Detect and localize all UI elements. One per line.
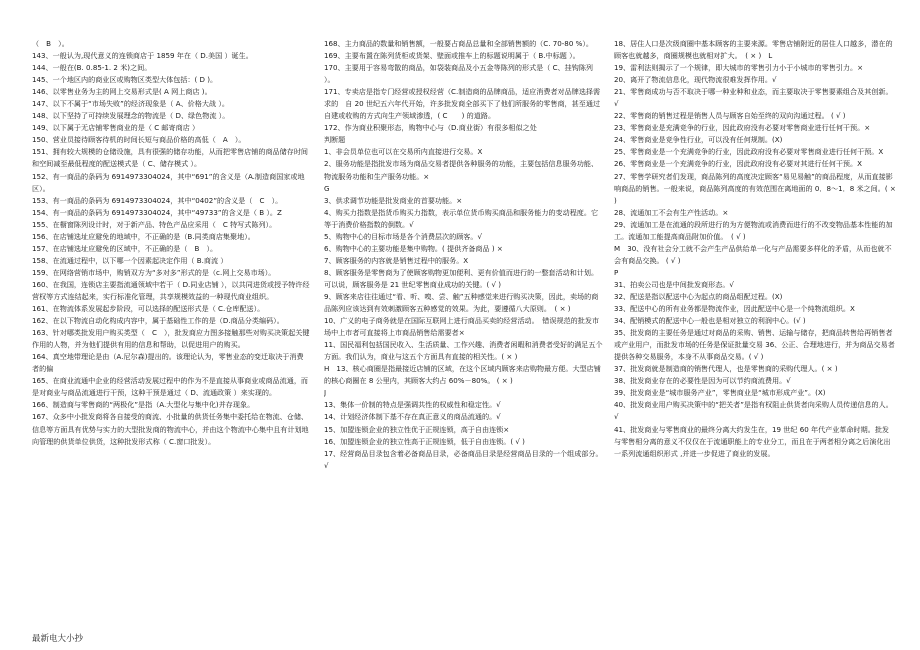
question-item: 11、国民福利包括国民收入、生活质量、工作兴趣、消费者闲暇和消费者受好的满足五个方面。我们认为，商业与这五个方面具有直接的相关性。( × ): [324, 340, 603, 362]
question-item: 判断题: [324, 135, 346, 145]
question-item: 163、针对哪类批发用户购买类型（ C ），批发商应力图多接触那些对购买决策起关键作用的人物，并为他们提供有用的信息和帮助，以促进用户的购买。: [32, 328, 310, 350]
question-item: 170、主要用于容易弯散的商品，如袋装商品及小五金等陈列的形式是（ C、挂钩陈列 ）。: [324, 63, 594, 85]
question-item: 1、非会员单位也可以在交易所内直接进行交易。X: [324, 147, 483, 157]
question-item: 40、批发商业用户购买决策中的“把关者”是指有权阻止供货者向采购人员传递信息的人。√: [614, 400, 893, 422]
question-item: 169、主要布置在陈列货柜或货架、壁面或推车上的标题说明属于（ B.中标题 ）。: [324, 51, 580, 61]
question-item: 39、批发商业是“城市服务产业”，零售商业是“城市形成产业”。(X): [614, 388, 826, 398]
question-item: 158、在流通过程中，以下哪一个因素起决定作用（ B.商流 ）: [32, 255, 228, 265]
question-item: 13、集体一价制的特点是强调共性的权威性和稳定性。√: [324, 400, 501, 410]
question-item: 149、以下属于无店铺零售商业的是（ C 邮寄商店 ）: [32, 123, 200, 133]
question-item: 34、配销模式的配送中心一般也是相对独立的利润中心。(√ ): [614, 316, 806, 326]
question-item: 147、以下不属于“市场失败”的经济现象是（ A、价格大战 ）。: [32, 99, 229, 109]
question-item: 146、以零售业务为主的网上交易形式是( A 网上商店 )。: [32, 87, 212, 97]
question-item: 35、批发商的主要任务是通过对商品的采购、销售、运输与储存，把商品转售给再销售者或产业用户，而批发市场的任务是保证批量交易 36、公正、合理地进行，并为商品交易者提供各种交易服务，本身不从事商品交易。( √ ): [614, 328, 895, 362]
text-column-left: [32, 38, 310, 623]
question-item: 155、在橱窗陈列设计时，对于新产品、特色产品应采用（ C 特写式陈列）。: [32, 219, 277, 229]
question-item: 152、有一商品的条码为 6914973304024，其中“691”的含义是（A.制造商国家或地区）。: [32, 171, 305, 193]
question-item: 167、众多中小批发商将各自接受的商流、小批量的供货任务集中委托给在物流、仓储、信息等方面具有优势与实力的大型批发商的物流中心，并由这个物流中心集中且有计划地向管理的供货单位供货，这种批发形式称（ C.窗口批发）。: [32, 412, 309, 446]
question-item: 26、零售商业是一个充满竞争的行业，因此政府没有必要对其进行任何干预。X: [614, 159, 862, 169]
question-item: 159、在网络营销市场中，购销双方为“多对多”形式的是（c.网上交易市场）。: [32, 267, 276, 277]
question-item: 161、在物流体系发展起步阶段，可以选择的配送形式是（ C.仓库配送）。: [32, 304, 265, 314]
page-footer: 最新电大小抄: [32, 634, 84, 644]
question-item: 156、在店铺选址应避免的地域中，不正确的是（B.同类商店集聚地）。: [32, 231, 255, 241]
question-item: P: [614, 267, 619, 277]
question-item: 5、购物中心的目标市场是各个消费层次的顾客。√: [324, 231, 483, 241]
question-item: 3、供求调节功能是批发商业的首要功能。×: [324, 195, 463, 205]
question-item: 22、零售商的销售过程是销售人员与顾客自始至终的双向沟通过程。 ( √ ): [614, 111, 846, 121]
question-item: 24、零售商业是竞争性行业，可以没有任何规制。(X): [614, 135, 783, 145]
question-item: 37、批发商就是制造商的销售代理人，也是零售商的采购代理人。( × ): [614, 364, 838, 374]
question-item: 38、批发商业存在的必要性是因为可以节约商流费用。√: [614, 376, 791, 386]
question-item: H 13、核心商圈是指最接近店铺的区域，在这个区域内顾客来店购物最方便。大型店铺的核心商圈在 8 公里内，其顾客大约占 60%－80%。 ( × ): [324, 364, 601, 386]
question-item: 7、顾客服务的内容就是销售过程中的服务。X: [324, 255, 469, 265]
question-item: 154、有一商品的条码为 6914973304024，其中“49733”的含义是（ B ）。Z: [32, 207, 282, 217]
question-item: 144、一般在(B. 0.85-1. 2 米)之间。: [32, 63, 152, 73]
text-column-middle: [324, 38, 603, 623]
question-item: 2、服务功能是指批发市场为商品交易者提供各种服务的功能，主要包括信息服务功能、物流服务功能和生产服务功能。×: [324, 159, 599, 181]
question-item: 6、购物中心的主要功能是集中购物。( 提供齐备商品 ) ×: [324, 243, 503, 253]
question-item: 32、配送是指以配送中心为起点的商品组配过程。(X): [614, 291, 783, 301]
question-item: J: [324, 388, 327, 398]
question-item: 25、零售商业是一个充满竞争的行业，因此政府没有必要对零售商业进行任何干预。X: [614, 147, 884, 157]
question-item: 23、零售商业是充满竞争的行业，因此政府没有必要对零售商业进行任何干预。×: [614, 123, 871, 133]
question-item: 145、一个地区内的商业区或购物区类型大体包括：( D )。: [32, 75, 218, 85]
question-item: 148、以下坚持了可持续发展理念的物流是（ D、绿色物流 ）。: [32, 111, 230, 121]
question-item: 29、流通加工是在流通的段所进行的为方便物流或消费而进行的不改变物品基本性能的加工。流通加工能提高商品附加价值。 ( √ ): [614, 219, 893, 241]
question-item: 143、一般认为,现代意义的连锁商店于 1859 年在（ D.美国 ）诞生。: [32, 51, 253, 61]
question-item: 15、加盟连锁企业的独立性优于正规连锁，高于自由连锁×: [324, 424, 510, 434]
question-item: 150、营业员接待顾客待机的时间长短与商品价格的高低（ A ）。: [32, 135, 246, 145]
question-item: 27、零售学研究者们发现，商品陈列的高度决定顾客“易见易触”的商品程度，从而直接影响商品的销售。一般来说，商品陈列高度的有效范围在离地面的 0．8～1．8 米之间。( × ): [614, 171, 896, 205]
question-item: M 30、没有社会分工就不会产生产品供给单一化与产品需要多样化的矛盾，从而也就不会有商品交换。 ( √ ): [614, 243, 892, 265]
question-item: 165、在商业流通中企业的经营活动发展过程中的作为不是直接从事商业或商品流通，而是对商业与商品流通进行干预，这种干预是通过（ D、流通政策 ）来实现的。: [32, 376, 309, 398]
question-item: 20、离开了物流信息化，现代物流很难发挥作用。√: [614, 75, 777, 85]
question-item: 16、加盟连锁企业的独立性高于正规连锁，低于自由连锁。( √ ): [324, 436, 525, 446]
question-item: 160、在我国，连锁店主要指流通领域中若干（ D.同业店铺 ），以共同进货或授予特许经营权等方式连结起来，实行标准化管理，共享规模效益的一种现代商业组织。: [32, 279, 310, 301]
question-item: 171、专卖店是指专门经营或授权经营（C.制造商的品牌商品，适应消费者对品牌选择需求的 自 20 世纪五六年代开始，许多批发商全部买下了他们所服务的零售商，甚至通过自建或收购的方式向生产领域渗透，( C ) 的道路。: [324, 87, 601, 121]
question-item: 28、流通加工不会有生产性活动。×: [614, 207, 729, 217]
question-item: 157、在店铺选址应避免的区域中，不正确的是（ B ）。: [32, 243, 218, 253]
question-item: 164、真空地带理论是由（A.尼尔森)提出的。该理论认为，零售业态的变迁取决于消费者的偏: [32, 352, 304, 374]
question-item: 14、计划经济体制下基不存在真正意义的商品流通的。√: [324, 412, 501, 422]
question-item: 18、居住人口是次级商圈中基本顾客的主要来源。零售店铺附近的居住人口越多，潜在的顾客也就越多，商圈规模也就相对扩大。 ( × ) L: [614, 39, 893, 61]
question-item: 4、购买力指数是指货币购买力指数，表示单位货币购买商品和服务能力的变动程度。它等于消费价格指数的倒数。√: [324, 207, 599, 229]
question-item: 9、顾客来店往往通过“看、听、嗅、尝、触”五种感觉来进行购买决策，因此，卖场的商品陈列应该达到有效刺激顾客五种感觉的效果。为此，要遵循八大原则。 ( × ): [324, 291, 599, 314]
question-item: （ B ）。: [32, 39, 69, 48]
question-item: 21、零售商成功与否不取决于哪一种业种和业态，而主要取决于零售要素组合及其创新。√: [614, 87, 893, 109]
question-item: 31、拍卖公司也是中间批发商形态。√: [614, 279, 734, 289]
question-item: 10、广义的电子商务就是在国际互联网上进行商品买卖的经营活动。 错误规范的批发市场中上市者可直接将上市商品销售给需要者×: [324, 316, 600, 338]
question-item: 168、主力商品的数量和销售额，一般要占商品总量和全部销售额的（C. 70-80 %）。: [324, 39, 593, 48]
question-item: 19、雷利法则揭示了一个规律，即大城市的零售引力小于小城市的零售引力。×: [614, 63, 864, 73]
question-item: 153、有一商品的条码为 6914973304024，其中“0402”的含义是（ C ）。: [32, 195, 283, 205]
question-item: 166、制造商与零售商的“两极化”是指（A.大型化与集中化)并存现象。: [32, 400, 255, 410]
question-item: 33、配送中心的所有业务都是物流作业，因此配送中心是一个纯物流组织。X: [614, 304, 855, 314]
text-column-right: [614, 38, 896, 623]
question-item: 17、经营商品目录包含着必备商品目录，必备商品目录是经营商品目录的一个组成部分。√: [324, 448, 603, 470]
question-item: 8、顾客服务是零售商为了使顾客购物更加便利、更有价值而进行的一整套活动和计划。可以说，顾客服务是 21 世纪零售商业成功的关键。( √ ): [324, 267, 599, 289]
question-item: 162、在以下物流自动化构成内容中，属于基础性工作的是（D.商品分类编码）。: [32, 316, 284, 326]
question-item: 172、作为商业积聚形态，购物中心与（D.商业街）有很多相似之处: [324, 123, 537, 133]
question-item: 41、批发商业与零售商业的最终分离大约发生在，19 世纪 60 年代产业革命时期。批发与零售相分离的意义不仅仅在于流通职能上的专业分工，而且在于两者相分离之后演化出一系列流通组织形式 ,并进一步促进了商业的发展。: [614, 424, 891, 458]
question-item: 151、拥有较大规模的仓储设施，具有很强的储存功能，从而把零售店铺的商品储存时间和空间减至最低程度的配送模式是（ C、储存模式 ）。: [32, 147, 309, 169]
question-item: G: [324, 183, 330, 193]
